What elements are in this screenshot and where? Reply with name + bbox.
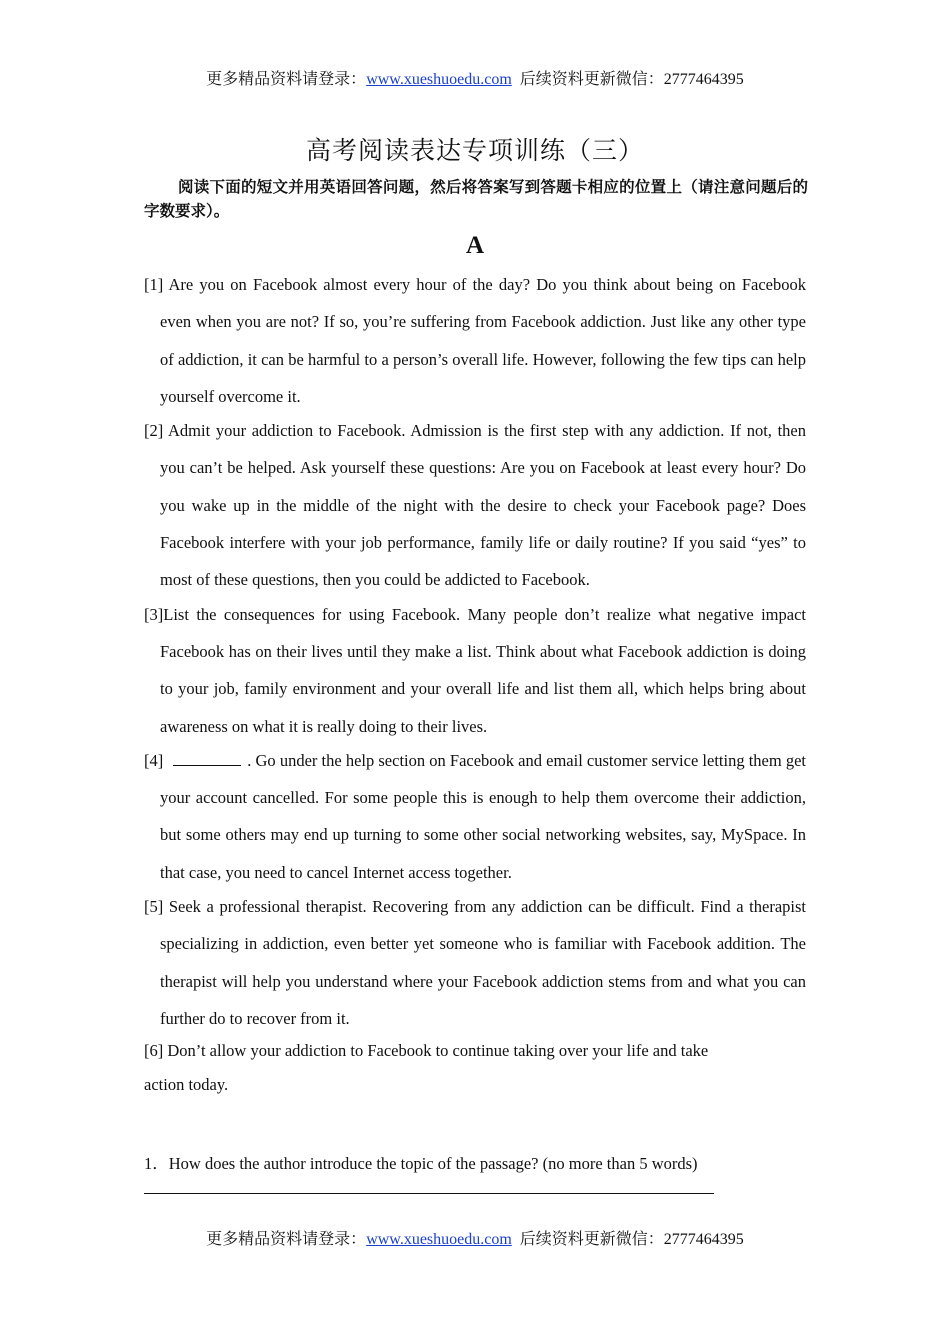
instruction-text: 阅读下面的短文并用英语回答问题，然后将答案写到答题卡相应的位置上（请注意问题后的字数要求）。 [144,179,808,220]
page-title: 高考阅读表达专项训练（三） [305,138,644,165]
answer-line [144,1193,714,1194]
fill-in-blank [173,751,241,766]
paragraph-4-text: . Go under the help section on Facebook and email customer service letting them get your account cancelled. For some people this is enough to help them overcome their addiction, but some others may end up turning to some other social networking websites, say, MySpace. In that case, you need to cancel Internet access together. [160,750,806,882]
footer-suffix: 后续资料更新微信：2777464395 [519,1231,744,1248]
question-1: 1．How does the author introduce the topic of the passage? (no more than 5 words) [144,1154,698,1173]
paragraph-1: [1] Are you on Facebook almost every hour of the day? Do you think about being on Facebook even when you are not? If so, you’re suffering from Facebook addiction. Just like any other type of addiction, it can be harmful to a person’s overall life. However, following the few tips can help yourself overcome it. [144,275,806,406]
header-link[interactable]: www.xueshuoedu.com [366,71,512,88]
passage [144,266,806,1119]
paragraph-6: [6] Don’t allow your addiction to Facebook to continue taking over your life and take action today. [144,1041,709,1095]
paragraph-3: [3]List the consequences for using Facebook. Many people don’t realize what negative impact Facebook has on their lives until they make a list. Think about what Facebook addiction is doing to your job, family environment and your overall life and list them all, which helps bring about awareness on what it is really doing to their lives. [144,604,806,736]
page-footer [0,1226,950,1249]
header-suffix: 后续资料更新微信：2777464395 [519,71,744,88]
header-prefix: 更多精品资料请登录： [206,71,367,88]
paragraph-4 [144,742,806,891]
paragraph-5: [5] Seek a professional therapist. Recovering from any addiction can be difficult. Find a therapist specializing in addiction, even better yet someone who is familiar with Facebook addition. The therapist will help you understand where your Facebook addiction stems from and what you can further do to recover from it. [144,897,806,1028]
page-header [0,66,950,89]
section-label: A [465,232,485,259]
footer-prefix: 更多精品资料请登录： [206,1231,367,1248]
paragraph-2: [2] Admit your addiction to Facebook. Admission is the first step with any addiction. If not, then you can’t be helped. Ask yourself these questions: Are you on Facebook at least every hour? Do you wake up in the middle of the night with the desire to check your Facebook page? Does Facebook interfere with your job performance, family life or daily routine? If you said “yes” to most of these questions, then you could be addicted to Facebook. [144,421,806,590]
footer-link[interactable]: www.xueshuoedu.com [366,1231,512,1248]
paragraph-4-label: [4] [144,750,164,770]
